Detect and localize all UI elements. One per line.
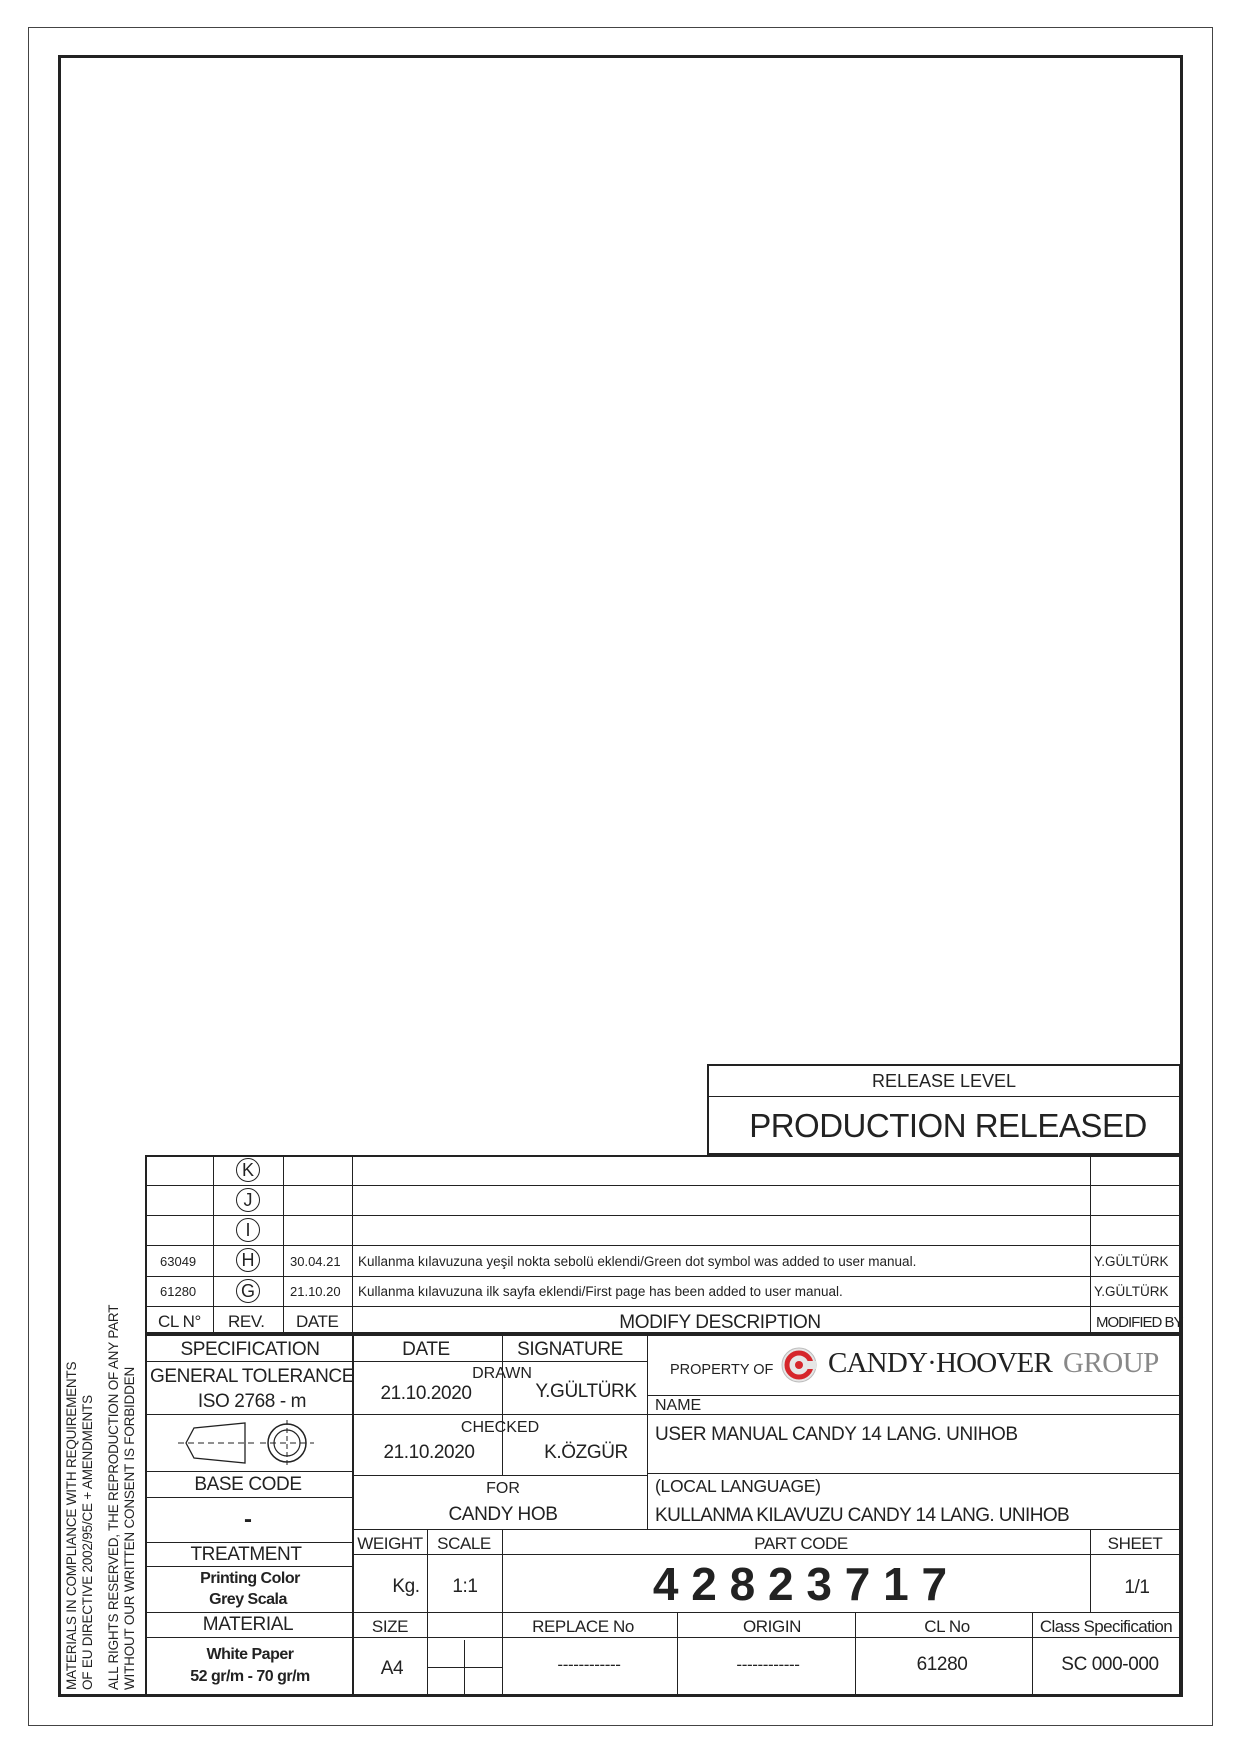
brand-group: GROUP xyxy=(1063,1347,1159,1379)
name-value: USER MANUAL CANDY 14 LANG. UNIHOB xyxy=(655,1424,1018,1445)
origin-value: ------------ xyxy=(736,1655,800,1674)
for-label: FOR xyxy=(486,1480,520,1497)
revision-h-cl: 63049 xyxy=(160,1254,197,1269)
origin-label: ORIGIN xyxy=(742,1617,802,1636)
scale-label: SCALE xyxy=(437,1534,491,1553)
drawn-by: Y.GÜLTÜRK xyxy=(535,1381,637,1402)
size-value: A4 xyxy=(380,1658,404,1679)
revision-h-marker: H xyxy=(236,1248,260,1272)
candy-hoover-logo-icon xyxy=(780,1346,818,1384)
part-code-label: PART CODE xyxy=(754,1534,848,1553)
local-language-label: (LOCAL LANGUAGE) xyxy=(655,1476,821,1496)
class-specification-value: SC 000-000 xyxy=(1061,1654,1159,1675)
tolerance-standard: ISO 2768 - m xyxy=(197,1391,307,1412)
replace-no-label: REPLACE No xyxy=(532,1617,634,1636)
treatment-label: TREATMENT xyxy=(190,1544,302,1565)
brand-name: CANDY·HOOVER xyxy=(828,1347,1053,1379)
drawn-date: 21.10.2020 xyxy=(380,1383,472,1404)
for-value: CANDY HOB xyxy=(448,1504,558,1525)
general-tolerance: GENERAL TOLERANCE xyxy=(149,1366,355,1387)
revision-k-marker: K xyxy=(236,1158,260,1182)
release-level-label: RELEASE LEVEL xyxy=(871,1071,1017,1091)
local-language-value: KULLANMA KILAVUZU CANDY 14 LANG. UNIHOB xyxy=(655,1505,1070,1526)
material-line-1: White Paper xyxy=(206,1646,294,1663)
revision-g-cl: 61280 xyxy=(160,1284,197,1299)
side-note-3: ALL RIGHTS RESERVED, THE REPRODUCTION OF ANY PART xyxy=(106,1304,121,1690)
cl-no-label: CL No xyxy=(924,1617,970,1636)
weight-value: Kg. xyxy=(392,1576,420,1597)
weight-label: WEIGHT xyxy=(357,1534,423,1553)
revision-h-date: 30.04.21 xyxy=(290,1254,341,1269)
property-of-label: PROPERTY OF xyxy=(670,1362,774,1378)
sheet-label: SHEET xyxy=(1107,1534,1163,1553)
scale-value: 1:1 xyxy=(452,1576,478,1597)
side-note-2: OF EU DIRECTIVE 2002/95/CE + AMENDMENTS xyxy=(80,1395,95,1690)
revision-h-modified-by: Y.GÜLTÜRK xyxy=(1094,1254,1169,1269)
header-cl-no: CL N° xyxy=(158,1312,201,1331)
class-specification-label: Class Specification xyxy=(1039,1617,1173,1636)
size-label: SIZE xyxy=(371,1617,409,1636)
revision-i-marker: I xyxy=(236,1218,260,1242)
date-column-header: DATE xyxy=(402,1339,450,1360)
specification-header: SPECIFICATION xyxy=(180,1339,320,1360)
side-note-4: WITHOUT OUR WRITTEN CONSENT IS FORBIDDEN xyxy=(122,1366,137,1690)
release-status: PRODUCTION RELEASED xyxy=(749,1107,1147,1144)
base-code-value: - xyxy=(244,1506,252,1533)
revision-g-date: 21.10.20 xyxy=(290,1284,341,1299)
cl-no-value: 61280 xyxy=(916,1654,968,1675)
revision-h-description: Kullanma kılavuzuna yeşil nokta sebolü eklendi/Green dot symbol was added to user manual. xyxy=(358,1254,917,1269)
material-line-2: 52 gr/m - 70 gr/m xyxy=(190,1668,310,1685)
base-code-label: BASE CODE xyxy=(194,1474,302,1495)
projection-symbol-icon xyxy=(150,1418,348,1468)
checked-by: K.ÖZGÜR xyxy=(544,1442,628,1463)
treatment-line-1: Printing Color xyxy=(200,1570,300,1587)
header-date: DATE xyxy=(296,1312,339,1331)
part-code-value: 4 2 8 2 3 7 1 7 xyxy=(652,1558,948,1610)
checked-date: 21.10.2020 xyxy=(383,1442,475,1463)
name-label: NAME xyxy=(655,1397,702,1414)
header-modify-description: MODIFY DESCRIPTION xyxy=(619,1312,821,1333)
sheet-value: 1/1 xyxy=(1124,1577,1150,1598)
checked-label: CHECKED xyxy=(460,1419,540,1436)
material-label: MATERIAL xyxy=(202,1614,294,1635)
revision-g-description: Kullanma kılavuzuna ilk sayfa eklendi/First page has been added to user manual. xyxy=(358,1284,843,1299)
revision-g-modified-by: Y.GÜLTÜRK xyxy=(1094,1284,1169,1299)
header-rev: REV. xyxy=(228,1312,265,1331)
header-modified-by: MODIFIED BY xyxy=(1096,1314,1183,1331)
treatment-line-2: Grey Scala xyxy=(209,1591,287,1608)
drawn-label: DRAWN xyxy=(472,1365,532,1382)
replace-no-value: ------------ xyxy=(557,1655,621,1674)
signature-column-header: SIGNATURE xyxy=(517,1339,623,1360)
revision-g-marker: G xyxy=(236,1279,260,1303)
revision-j-marker: J xyxy=(236,1188,260,1212)
side-note-1: MATERIALS IN COMPLIANCE WITH REQUIREMENTS xyxy=(64,1361,79,1690)
